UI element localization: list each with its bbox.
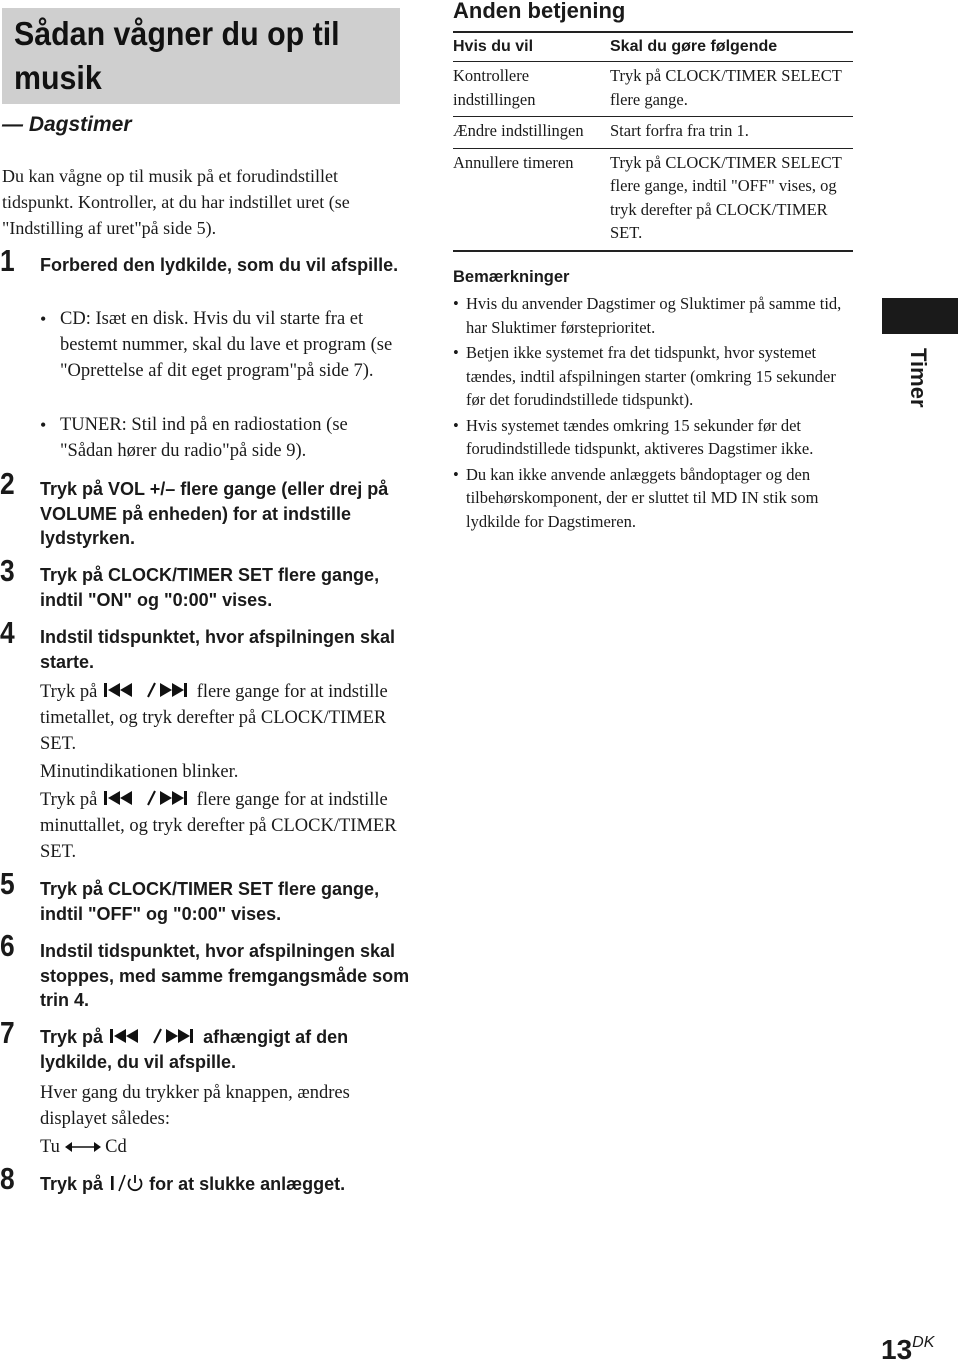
table-cell: Tryk på CLOCK/TIMER SELECT flere gange, indtil "OFF" vises, og tryk derefter på CLOCK/TIMER SET. <box>610 152 842 242</box>
column-header: Skal du gøre følgende <box>610 38 778 55</box>
double-arrow-icon <box>65 1140 101 1154</box>
bullet-icon: • <box>40 309 47 329</box>
notes-heading: Bemærkninger <box>453 268 570 286</box>
step-text: Tryk på VOL +/– flere gange (eller drej på VOLUME på enheden) for at indstille lydstyrken. <box>40 479 389 548</box>
step-text: Tryk på CLOCK/TIMER SET flere gange, indtil "ON" og "0:00" vises. <box>40 565 380 610</box>
section-tab-label <box>905 348 935 418</box>
display-value: Cd <box>105 1137 127 1157</box>
display-value: Tu <box>40 1137 60 1157</box>
step-text: Forbered den lydkilde, som du vil afspille. <box>40 255 399 275</box>
page-language-suffix: DK <box>912 1334 935 1351</box>
table-cell: Start forfra fra trin 1. <box>610 121 749 140</box>
step-body <box>40 787 410 865</box>
table-cell: Ændre indstillingen <box>453 121 584 140</box>
list-item: CD: Isæt en disk. Hvis du vil starte fra et bestemt nummer, skal du lave et program (se "Oprettelse af dit eget program"på side 7). <box>60 309 393 381</box>
step-number: 4 <box>0 615 15 650</box>
step-body: Hver gang du trykker på knappen, ændres displayet således: <box>40 1083 350 1129</box>
body-text: flere gange for at indstille minuttallet, og tryk derefter på CLOCK/TIMER SET. <box>40 790 397 862</box>
table-cell: Tryk på CLOCK/TIMER SELECT flere gange. <box>610 66 842 109</box>
power-standby-icon <box>108 1174 144 1192</box>
step-text-part: afhængigt af den lydkilde, du vil afspille. <box>40 1027 349 1072</box>
notes-list <box>453 292 858 535</box>
table-header <box>453 33 853 62</box>
body-text: flere gange for at indstille timetallet, og tryk derefter på CLOCK/TIMER SET. <box>40 682 388 754</box>
step-number: 8 <box>0 1161 15 1196</box>
intro-paragraph: Du kan vågne op til musik på et forudindstillet tidspunkt. Kontroller, at du har indstillet uret (se "Indstilling af uret"på side 5). <box>2 166 350 238</box>
section-tab-text: Timer <box>906 348 931 408</box>
step-body-note: Minutindikationen blinker. <box>40 762 239 782</box>
step-number: 5 <box>0 866 15 901</box>
prev-next-skip-icon <box>108 1027 198 1045</box>
list-item: • Betjen ikke systemet fra det tidspunkt, hvor systemet tændes, indtil afspilningen starter (omkring 15 sekunder før det forudindstillede tidspunkt). <box>453 341 858 412</box>
step-number: 7 <box>0 1015 15 1050</box>
page-subtitle: — Dagstimer <box>2 113 132 136</box>
page-number-value: 13 <box>881 1334 913 1365</box>
step-text <box>40 1172 410 1197</box>
page-title: Sådan vågner du op til musik <box>14 15 340 96</box>
step-number: 6 <box>0 928 15 963</box>
step-text: Indstil tidspunktet, hvor afspilningen skal starte. <box>40 627 396 672</box>
step-number: 1 <box>0 243 15 278</box>
step-text: Indstil tidspunktet, hvor afspilningen skal stoppes, med samme fremgangsmåde som trin 4. <box>40 941 410 1010</box>
page-number <box>881 1334 934 1366</box>
step-number: 2 <box>0 466 15 501</box>
step-text-part: Tryk på <box>40 1027 104 1047</box>
table-row <box>453 149 853 252</box>
table-row <box>453 62 853 117</box>
step-number: 3 <box>0 553 15 588</box>
column-header: Hvis du vil <box>453 38 534 55</box>
table-cell: Annullere timeren <box>453 152 574 172</box>
table-row <box>453 117 853 149</box>
section-heading: Anden betjening <box>453 0 626 23</box>
list-item: • Du kan ikke anvende anlæggets båndoptager og den tilbehørskomponent, der er sluttet til MD IN stik som lydkilde for Dagstimeren. <box>453 463 858 534</box>
step-text-part: for at slukke anlægget. <box>149 1174 346 1194</box>
section-tab-marker <box>882 298 958 334</box>
operations-table <box>453 31 853 252</box>
prev-next-skip-icon <box>102 681 192 699</box>
prev-next-skip-icon <box>102 789 192 807</box>
list-item: TUNER: Stil ind på en radiostation (se "Sådan hører du radio"på side 9). <box>60 415 348 461</box>
body-text: Tryk på <box>40 790 98 810</box>
list-item: • Hvis systemet tændes omkring 15 sekunder før det forudindstillede tidspunkt, aktiveres Dagstimer ikke. <box>453 414 858 461</box>
step-body <box>40 679 410 757</box>
bullet-icon: • <box>40 415 47 435</box>
body-text: Tryk på <box>40 682 98 702</box>
list-item: • Hvis du anvender Dagstimer og Sluktimer på samme tid, har Sluktimer førsteprioritet. <box>453 292 858 339</box>
step-text: Tryk på CLOCK/TIMER SET flere gange, indtil "OFF" og "0:00" vises. <box>40 879 380 924</box>
table-cell: Kontrollere indstillingen <box>453 66 536 109</box>
step-text <box>40 1025 410 1074</box>
step-text-part: Tryk på <box>40 1174 104 1194</box>
display-sequence <box>40 1134 410 1160</box>
